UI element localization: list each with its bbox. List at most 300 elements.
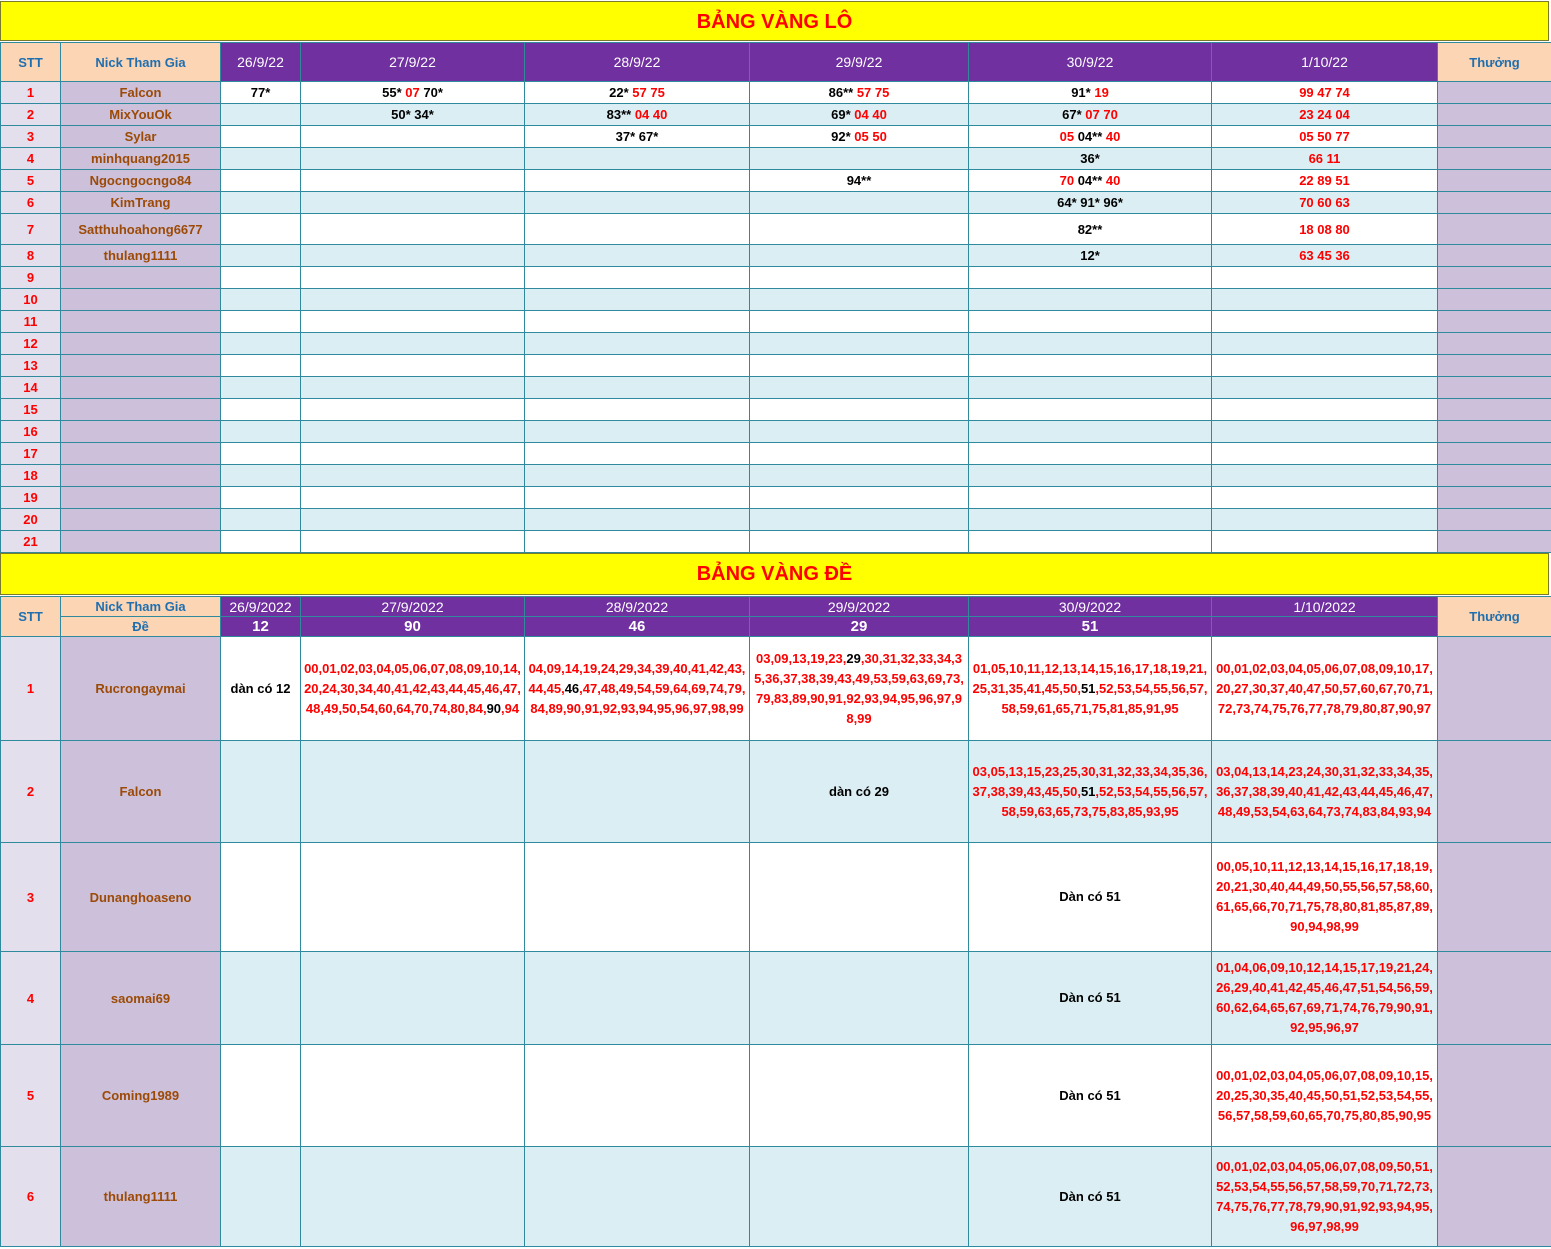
number-cell	[525, 311, 750, 333]
row-number: 21	[1, 531, 61, 553]
number-cell	[1212, 399, 1438, 421]
number-cell	[1212, 531, 1438, 553]
number-text: 36*	[1080, 151, 1100, 166]
number-cell	[969, 333, 1212, 355]
number-cell	[301, 531, 525, 553]
number-cell	[750, 126, 969, 148]
number-cell	[969, 355, 1212, 377]
number-cell	[969, 377, 1212, 399]
date-header: 30/9/22	[969, 43, 1212, 82]
row-number: 16	[1, 421, 61, 443]
number-cell	[750, 245, 969, 267]
row-number: 3	[1, 843, 61, 952]
number-text-red: 07	[405, 85, 420, 100]
number-text-red: 19	[1094, 85, 1109, 100]
award-cell	[1438, 487, 1551, 509]
number-cell	[969, 741, 1212, 843]
date-header: 27/9/2022	[301, 597, 525, 617]
table-row	[1, 952, 1551, 1045]
number-text-red: 70 60 63	[1299, 195, 1350, 210]
number-text-red: 04,09,14,19,24,29,34,39,40,41,42,43,44,45,	[528, 660, 746, 696]
number-text-red: 00,05,10,11,12,13,14,15,16,17,18,19,20,21,30,40,44,49,50,55,56,57,58,60,61,65,66,70,71,75,78,80,81,85,87,89,90,94,98,99	[1216, 859, 1433, 934]
number-text: 37* 67*	[615, 129, 659, 144]
number-cell	[969, 637, 1212, 741]
award-cell	[1438, 399, 1551, 421]
number-cell	[301, 399, 525, 421]
number-cell	[750, 311, 969, 333]
number-text-red: 00,01,02,03,04,05,06,07,08,09,50,51,52,53,54,55,56,57,58,59,70,71,72,73,74,75,76,77,78,79,90,91,92,93,94,95,96,97,98,99	[1216, 1158, 1433, 1234]
number-text: 67*	[1062, 107, 1082, 122]
number-cell	[1212, 487, 1438, 509]
nick-name: saomai69	[61, 952, 221, 1045]
number-cell	[1212, 509, 1438, 531]
number-cell	[221, 509, 301, 531]
number-cell	[221, 399, 301, 421]
number-text: 77*	[250, 85, 271, 100]
number-cell	[221, 267, 301, 289]
nick-name	[61, 421, 221, 443]
number-cell	[525, 214, 750, 245]
award-cell	[1438, 245, 1551, 267]
table-row	[1, 104, 1551, 126]
number-text: dàn có 12	[230, 681, 291, 696]
nick-name: Falcon	[61, 82, 221, 104]
award-cell	[1438, 192, 1551, 214]
number-cell	[1212, 311, 1438, 333]
number-cell	[750, 1045, 969, 1147]
number-cell	[1212, 245, 1438, 267]
award-cell	[1438, 289, 1551, 311]
number-cell	[969, 443, 1212, 465]
number-cell	[969, 82, 1212, 104]
number-cell	[1212, 170, 1438, 192]
number-cell	[750, 741, 969, 843]
number-text-red: 05 50	[854, 129, 887, 144]
number-cell	[750, 487, 969, 509]
number-cell	[969, 170, 1212, 192]
number-cell	[969, 192, 1212, 214]
number-cell	[221, 843, 301, 952]
de-banner	[0, 553, 1549, 595]
number-text-red: 66 11	[1308, 151, 1341, 166]
number-cell	[1212, 148, 1438, 170]
number-cell	[1212, 104, 1438, 126]
lo-title: BẢNG VÀNG LÔ	[696, 11, 853, 33]
row-number: 6	[1, 192, 61, 214]
number-text-red: ,30,31,32,33,34,35,36,37,38,39,43,49,53,59,63,69,73,79,83,89,90,91,92,93,94,95,96,97,98,99	[754, 650, 964, 726]
number-cell	[1212, 637, 1438, 741]
table-row	[1, 421, 1551, 443]
stt-header: STT	[1, 43, 61, 82]
result-value: 51	[969, 617, 1212, 637]
number-cell	[750, 192, 969, 214]
number-text-red: 70	[1059, 173, 1075, 188]
number-text: 69*	[831, 107, 851, 122]
nick-name: thulang1111	[61, 1147, 221, 1247]
number-cell	[221, 289, 301, 311]
number-cell	[221, 531, 301, 553]
number-cell	[750, 399, 969, 421]
number-cell	[750, 267, 969, 289]
number-cell	[525, 355, 750, 377]
table-row	[1, 148, 1551, 170]
row-number: 19	[1, 487, 61, 509]
number-cell	[301, 245, 525, 267]
award-cell	[1438, 333, 1551, 355]
number-cell	[221, 487, 301, 509]
row-number: 12	[1, 333, 61, 355]
award-cell	[1438, 355, 1551, 377]
number-cell	[221, 148, 301, 170]
table-row	[1, 377, 1551, 399]
number-text-red: ,52,53,54,55,56,57,58,59,63,65,73,75,83,85,93,95	[1001, 783, 1208, 819]
number-cell	[525, 952, 750, 1045]
number-text: 82**	[1077, 221, 1103, 237]
date-header: 28/9/2022	[525, 597, 750, 617]
award-cell	[1438, 741, 1551, 843]
number-cell	[1212, 952, 1438, 1045]
number-cell	[1212, 443, 1438, 465]
number-cell	[969, 311, 1212, 333]
number-text: Dàn có 51	[1059, 1087, 1121, 1103]
nick-header: Nick Tham Gia	[61, 43, 221, 82]
number-cell	[221, 214, 301, 245]
number-cell	[301, 170, 525, 192]
number-cell	[525, 399, 750, 421]
number-cell	[750, 355, 969, 377]
number-cell	[525, 531, 750, 553]
row-number: 10	[1, 289, 61, 311]
row-number: 9	[1, 267, 61, 289]
nick-name	[61, 443, 221, 465]
table-row	[1, 741, 1551, 843]
number-cell	[750, 104, 969, 126]
result-value: 90	[301, 617, 525, 637]
number-text: 91*	[1071, 85, 1091, 100]
number-cell	[525, 148, 750, 170]
number-text-red: 63 45 36	[1299, 248, 1350, 263]
number-cell	[1212, 267, 1438, 289]
table-row	[1, 443, 1551, 465]
number-cell	[221, 952, 301, 1045]
table-row	[1, 192, 1551, 214]
nick-name	[61, 289, 221, 311]
number-cell	[301, 465, 525, 487]
number-cell	[525, 487, 750, 509]
number-text-red: ,52,53,54,55,56,57,58,59,61,65,71,75,81,85,91,95	[1001, 680, 1208, 716]
nick-name	[61, 465, 221, 487]
number-cell	[750, 289, 969, 311]
result-value: 12	[221, 617, 301, 637]
number-cell	[969, 148, 1212, 170]
number-text: 04**	[1077, 173, 1103, 188]
number-text-red: 22 89 51	[1299, 173, 1350, 188]
number-cell	[1212, 126, 1438, 148]
number-cell	[750, 843, 969, 952]
number-cell	[1212, 214, 1438, 245]
number-cell	[221, 741, 301, 843]
number-cell	[1212, 421, 1438, 443]
date-header: 26/9/22	[221, 43, 301, 82]
number-cell	[750, 952, 969, 1045]
number-text-red: 05	[1059, 129, 1075, 144]
number-cell	[301, 82, 525, 104]
number-text: Dàn có 51	[1059, 1188, 1121, 1204]
number-cell	[1212, 333, 1438, 355]
date-header: 1/10/2022	[1212, 597, 1438, 617]
award-cell	[1438, 126, 1551, 148]
table-row	[1, 126, 1551, 148]
number-cell	[750, 333, 969, 355]
number-text: Dàn có 51	[1059, 889, 1121, 904]
number-cell	[301, 487, 525, 509]
award-cell	[1438, 952, 1551, 1045]
number-cell	[221, 192, 301, 214]
row-number: 5	[1, 170, 61, 192]
number-text: 51	[1080, 680, 1096, 696]
number-cell	[301, 267, 525, 289]
table-row	[1, 509, 1551, 531]
number-cell	[969, 1147, 1212, 1247]
number-text: 83**	[606, 107, 632, 122]
number-cell	[301, 421, 525, 443]
number-text-red: 40	[1105, 129, 1121, 144]
number-cell	[525, 509, 750, 531]
award-cell	[1438, 843, 1551, 952]
nick-name: Ngocngocngo84	[61, 170, 221, 192]
number-text-red: 57 75	[632, 85, 665, 100]
date-header: 26/9/2022	[221, 597, 301, 617]
de-header-row	[1, 597, 1551, 617]
award-cell	[1438, 1045, 1551, 1147]
award-cell	[1438, 148, 1551, 170]
number-text: 64* 91* 96*	[1057, 195, 1123, 210]
number-text: 50* 34*	[391, 107, 434, 122]
nick-name: KimTrang	[61, 192, 221, 214]
number-cell	[301, 355, 525, 377]
award-cell	[1438, 170, 1551, 192]
number-cell	[221, 443, 301, 465]
number-cell	[969, 399, 1212, 421]
award-cell	[1438, 421, 1551, 443]
number-cell	[525, 82, 750, 104]
number-text-red: 57 75	[856, 85, 890, 100]
de-title: BẢNG VÀNG ĐỀ	[696, 563, 853, 585]
date-header: 27/9/22	[301, 43, 525, 82]
nick-name: minhquang2015	[61, 148, 221, 170]
number-cell	[969, 509, 1212, 531]
award-cell	[1438, 443, 1551, 465]
number-cell	[969, 245, 1212, 267]
number-cell	[221, 170, 301, 192]
number-cell	[750, 531, 969, 553]
nick-name: MixYouOk	[61, 104, 221, 126]
nick-name	[61, 487, 221, 509]
table-row	[1, 214, 1551, 245]
row-number: 17	[1, 443, 61, 465]
number-text-red: 01,05,10,11,12,13,14,15,16,17,18,19,21,25,31,35,41,45,50,	[972, 660, 1208, 696]
number-cell	[1212, 1045, 1438, 1147]
number-cell	[221, 82, 301, 104]
number-cell	[969, 531, 1212, 553]
number-cell	[750, 148, 969, 170]
nick-name: Dunanghoaseno	[61, 843, 221, 952]
number-text-red: 04 40	[634, 107, 668, 122]
number-cell	[525, 637, 750, 741]
number-cell	[525, 289, 750, 311]
number-cell	[301, 377, 525, 399]
number-text: 70*	[423, 85, 443, 100]
award-cell	[1438, 637, 1551, 741]
nick-name	[61, 509, 221, 531]
number-cell	[1212, 465, 1438, 487]
number-text-red: 03,04,13,14,23,24,30,31,32,33,34,35,36,37,38,39,40,41,42,43,44,45,46,47,48,49,53,54,63,64,73,74,83,84,93,94	[1216, 763, 1433, 819]
date-header: 29/9/2022	[750, 597, 969, 617]
number-cell	[1212, 741, 1438, 843]
number-cell	[969, 952, 1212, 1045]
number-cell	[1212, 377, 1438, 399]
number-text: 12*	[1080, 248, 1100, 263]
lo-table	[0, 42, 1551, 553]
number-cell	[525, 1045, 750, 1147]
number-cell	[525, 104, 750, 126]
number-cell	[525, 126, 750, 148]
nick-name: Sylar	[61, 126, 221, 148]
number-cell	[969, 843, 1212, 952]
number-cell	[750, 509, 969, 531]
number-cell	[750, 421, 969, 443]
number-cell	[221, 355, 301, 377]
number-cell	[301, 333, 525, 355]
number-cell	[221, 421, 301, 443]
number-text-red: 03,05,13,15,23,25,30,31,32,33,34,35,36,37,38,39,43,45,50,	[972, 763, 1208, 799]
nick-name: Satthuhoahong6677	[61, 214, 221, 245]
number-cell	[525, 465, 750, 487]
number-text-red: 03,09,13,19,23,	[755, 650, 847, 666]
number-text: 92*	[831, 129, 851, 144]
number-cell	[301, 443, 525, 465]
row-number: 2	[1, 741, 61, 843]
number-cell	[221, 637, 301, 741]
table-row	[1, 1045, 1551, 1147]
number-cell	[969, 487, 1212, 509]
result-value	[1212, 617, 1438, 637]
number-cell	[750, 82, 969, 104]
number-cell	[301, 1147, 525, 1247]
number-cell	[221, 104, 301, 126]
number-text-red: 04 40	[854, 107, 887, 122]
award-cell	[1438, 1147, 1551, 1247]
number-cell	[1212, 289, 1438, 311]
number-text: dàn có 29	[829, 783, 889, 799]
number-text-red: 01,04,06,09,10,12,14,15,17,19,21,24,26,29,40,41,42,45,46,47,51,54,56,59,60,62,64,65,67,69,71,74,76,79,90,91,92,95,96,97	[1216, 960, 1433, 1035]
table-row	[1, 267, 1551, 289]
number-text-red: 00,01,02,03,04,05,06,07,08,09,10,15,20,25,30,35,40,45,50,51,52,53,54,55,56,57,58,59,60,65,70,75,80,85,90,95	[1216, 1067, 1433, 1123]
nick-header: Nick Tham Gia	[61, 597, 221, 617]
number-text: 86**	[828, 85, 854, 100]
row-number: 15	[1, 399, 61, 421]
number-cell	[301, 192, 525, 214]
row-number: 2	[1, 104, 61, 126]
row-number: 20	[1, 509, 61, 531]
number-cell	[221, 377, 301, 399]
row-number: 1	[1, 637, 61, 741]
table-row	[1, 245, 1551, 267]
number-cell	[969, 289, 1212, 311]
row-number: 18	[1, 465, 61, 487]
table-row	[1, 355, 1551, 377]
table-row	[1, 1147, 1551, 1247]
number-text: 04**	[1077, 129, 1103, 144]
number-cell	[750, 465, 969, 487]
de-table	[0, 596, 1551, 1247]
date-header: 1/10/22	[1212, 43, 1438, 82]
number-text: 29	[846, 650, 861, 666]
nick-name	[61, 333, 221, 355]
number-text: Dàn có 51	[1059, 990, 1121, 1005]
nick-name: Falcon	[61, 741, 221, 843]
table-row	[1, 333, 1551, 355]
number-text-red: 23 24 04	[1299, 107, 1350, 122]
number-cell	[221, 1045, 301, 1147]
number-text: 22*	[609, 85, 629, 100]
number-cell	[750, 1147, 969, 1247]
de-label: Đề	[61, 617, 221, 637]
number-text-red: 07 70	[1085, 107, 1118, 122]
row-number: 4	[1, 148, 61, 170]
award-cell	[1438, 465, 1551, 487]
number-text-red: 40	[1105, 173, 1121, 188]
number-cell	[969, 267, 1212, 289]
number-cell	[969, 104, 1212, 126]
award-header: Thưởng	[1438, 43, 1551, 82]
nick-name: Coming1989	[61, 1045, 221, 1147]
number-cell	[525, 443, 750, 465]
number-text-red: 00,01,02,03,04,05,06,07,08,09,10,14,20,24,30,34,40,41,42,43,44,45,46,47,48,49,50,54,60,64,70,74,80,84,	[304, 660, 521, 716]
number-cell	[301, 104, 525, 126]
number-cell	[301, 214, 525, 245]
row-number: 3	[1, 126, 61, 148]
number-cell	[221, 333, 301, 355]
number-cell	[750, 170, 969, 192]
number-cell	[1212, 192, 1438, 214]
award-cell	[1438, 104, 1551, 126]
nick-name	[61, 377, 221, 399]
number-cell	[969, 465, 1212, 487]
award-cell	[1438, 531, 1551, 553]
number-text-red: ,47,48,49,54,59,64,69,74,79,84,89,90,91,92,93,94,95,96,97,98,99	[530, 680, 746, 716]
number-cell	[525, 421, 750, 443]
row-number: 13	[1, 355, 61, 377]
number-cell	[301, 843, 525, 952]
award-cell	[1438, 311, 1551, 333]
table-row	[1, 843, 1551, 952]
number-cell	[969, 421, 1212, 443]
table-row	[1, 289, 1551, 311]
number-cell	[750, 214, 969, 245]
number-cell	[221, 465, 301, 487]
table-row	[1, 399, 1551, 421]
result-value: 29	[750, 617, 969, 637]
number-text: 90	[486, 700, 502, 716]
number-cell	[1212, 1147, 1438, 1247]
number-text-red: 99 47 74	[1299, 85, 1350, 100]
number-text-red: 05 50 77	[1299, 129, 1350, 144]
table-row	[1, 531, 1551, 553]
number-cell	[1212, 843, 1438, 952]
de-result-row	[1, 617, 1551, 637]
number-cell	[301, 741, 525, 843]
